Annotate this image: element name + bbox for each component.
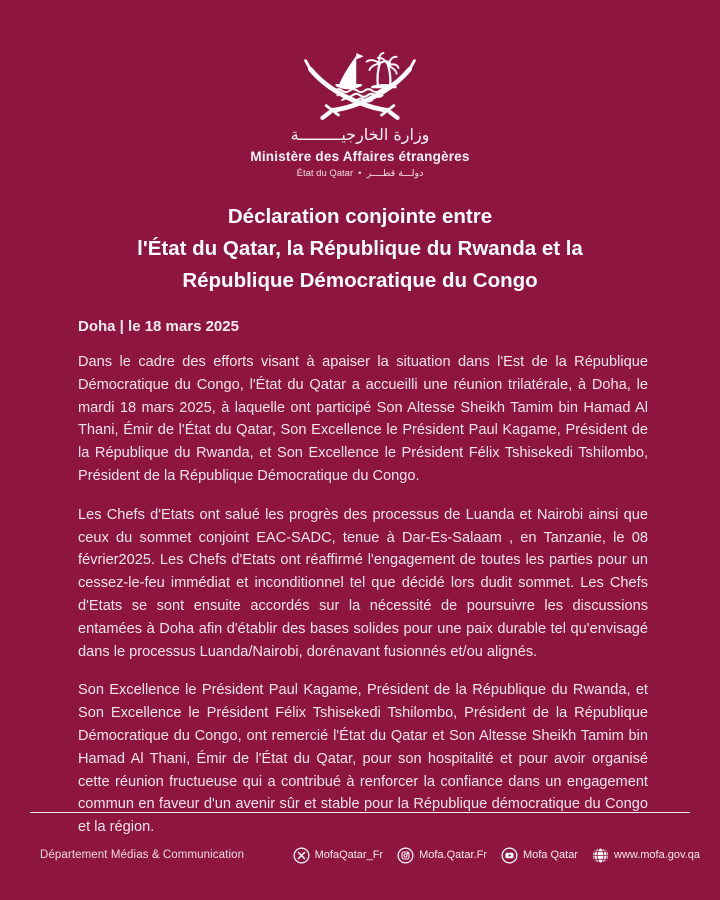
title-line-3: République Démocratique du Congo [182,269,538,292]
instagram-icon [397,847,414,864]
state-of-qatar-line [0,168,720,179]
ministry-name-french: Ministère des Affaires étrangères [250,149,470,164]
paragraph-3: Son Excellence le Président Paul Kagame, Président de la République du Rwanda, et Son Excellence le Président Félix Tshisekedi Tshilombo, Président de la République Démocratique du Congo, ont remercié l'État du Qatar et Son Altesse Sheikh Tamim bin Hamad Al Thani, Émir de l'État du Qatar, pour son hospitalité et pour avoir organisé cette réunion fructueuse qui a contribué à renforcer la confiance dans un engagement commun en faveur d'un avenir sûr et stable pour la République démocratique du Congo et la région. [78,682,648,836]
title-line-1: Déclaration conjointe entre [227,205,493,228]
instagram-handle: Mofa.Qatar.Fr [419,849,487,861]
instagram-link[interactable] [397,847,487,864]
state-name-french: État du Qatar [296,168,354,179]
state-name-arabic: دولـــة قطــــر [366,168,424,179]
globe-icon [592,847,609,864]
x-twitter-handle: MofaQatar_Fr [314,849,384,861]
youtube-icon [501,847,518,864]
paragraph-1: Dans le cadre des efforts visant à apaiser la situation dans l'Est de la République Démocratique du Congo, l'État du Qatar a accueilli une réunion trilatérale, à Doha, le mardi 18 mars 2025, à laquelle ont participé Son Altesse Sheikh Tamim bin Hamad Al Thani, Émir de l'État du Qatar, Son Excellence le Président Paul Kagame, Président de la République du Rwanda, et Son Excellence le Président Félix Tshisekedi Tshilombo, Président de la République Démocratique du Congo. [78,354,648,484]
ministry-header [0,0,720,179]
statement-body [78,351,648,839]
department-label: Département Médias & Communication [40,849,245,861]
footer [40,840,700,870]
separator-dot: • [358,168,362,179]
youtube-link[interactable] [501,847,578,864]
website-link[interactable] [592,847,700,864]
page-title [56,201,664,297]
qatar-emblem-icon [299,50,421,120]
x-twitter-icon [293,847,310,864]
youtube-handle: Mofa Qatar [522,849,578,861]
x-twitter-link[interactable] [293,847,383,864]
website-url: www.mofa.gov.qa [613,849,700,861]
social-links [293,847,700,864]
footer-divider [30,812,690,813]
dateline: Doha | le 18 mars 2025 [78,318,239,335]
paragraph-2: Les Chefs d'Etats ont salué les progrès des processus de Luanda et Nairobi ainsi que ceux du sommet conjoint EAC-SADC, tenue à Dar-Es-Salaam , en Tanzanie, le 08 février2025. Les Chefs d'Etats ont réaffirmé l'engagement de toutes les parties pour un cessez-le-feu immédiat et inconditionnel tel que décidé lors dudit sommet. Les Chefs d'Etats se sont ensuite accordés sur la nécessité de poursuivre les discussions entamées à Doha afin d'établir des bases solides pour une paix durable tel qu'envisagé dans le processus Luanda/Nairobi, dorénavant fusionnés et/ou alignés. [78,506,648,660]
title-line-2: l'État du Qatar, la République du Rwanda et la [137,237,583,260]
ministry-name-arabic: وزارة الخارجيـــــــــة [290,125,430,144]
